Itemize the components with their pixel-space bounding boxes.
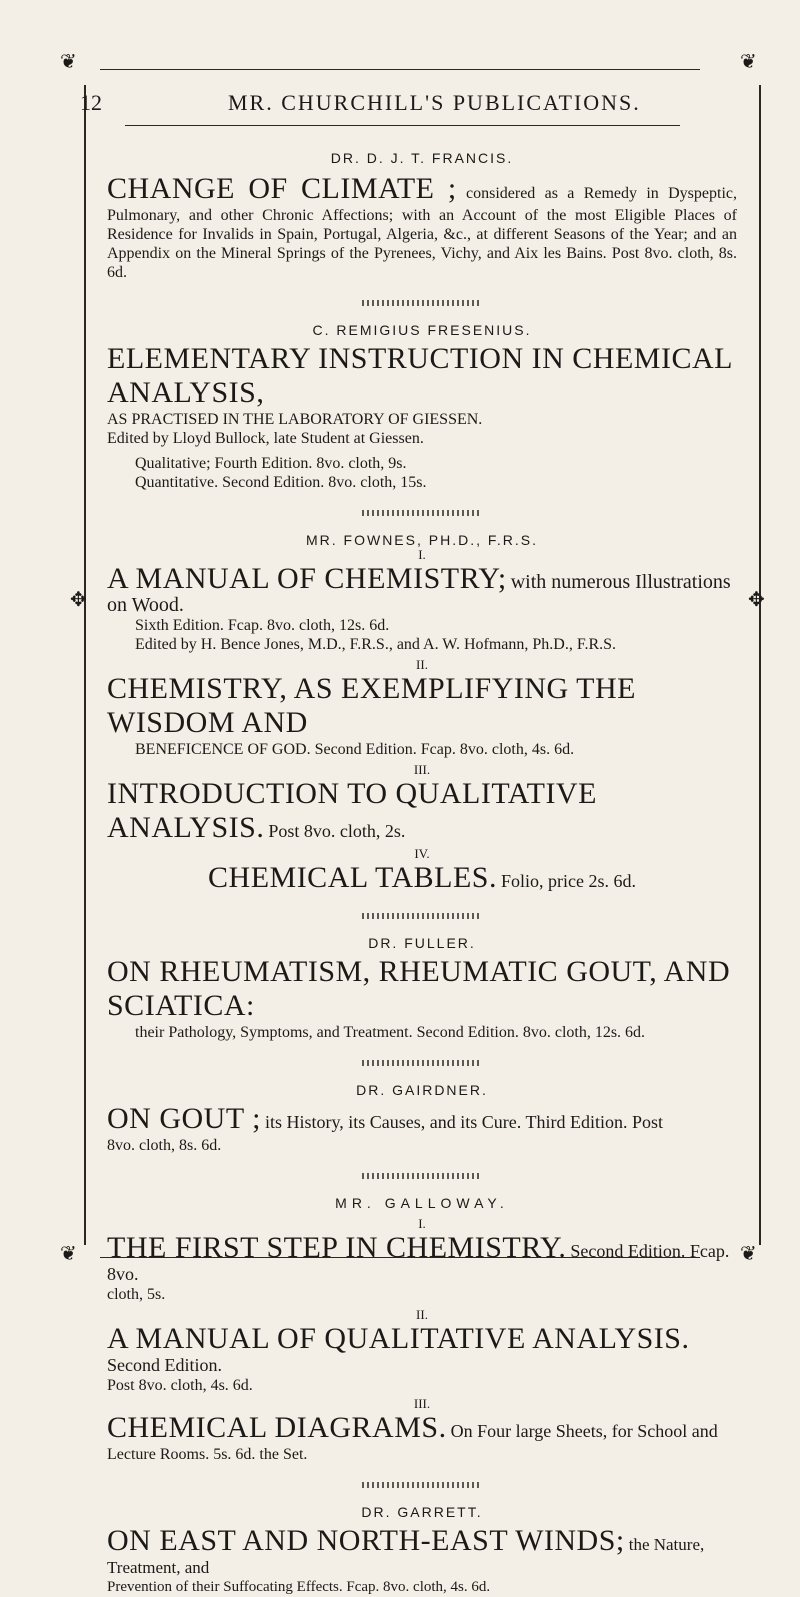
- catalogue-entry: [107, 1411, 737, 1464]
- section-divider: [362, 300, 482, 306]
- catalogue-entry: [107, 777, 737, 845]
- right-border-line: [759, 85, 761, 1245]
- entry-edition: Quantitative. Second Edition. 8vo. cloth, 15s.: [135, 474, 427, 491]
- entry-description: BENEFICENCE OF GOD. Second Edition. Fcap. 8vo. cloth, 4s. 6d.: [135, 741, 575, 758]
- entry-description: the Nature, Treatment, and: [107, 1535, 705, 1577]
- section-divider: [362, 1173, 482, 1179]
- section-divider: [362, 510, 482, 516]
- running-title: MR. CHURCHILL'S PUBLICATIONS.: [228, 90, 641, 115]
- author-heading: DR. GARRETT.: [361, 1504, 483, 1520]
- entry-description: Second Edition. Fcap. 8vo.: [107, 1241, 730, 1284]
- corner-ornament-icon: ❦: [740, 51, 757, 73]
- entry-description: Folio, price 2s. 6d.: [500, 871, 636, 891]
- entry-description: Second Edition.: [107, 1355, 222, 1375]
- volume-number: I.: [418, 1216, 426, 1231]
- catalogue-entry: [107, 172, 737, 282]
- entry-edition: Sixth Edition. Fcap. 8vo. cloth, 12s. 6d.: [135, 617, 390, 634]
- entry-title: A MANUAL OF QUALITATIVE ANALYSIS.: [107, 1322, 690, 1355]
- volume-number: III.: [413, 762, 431, 777]
- entry-description: On Four large Sheets, for School and: [450, 1421, 718, 1441]
- entry-title: CHEMISTRY, AS EXEMPLIFYING THE WISDOM AND: [107, 672, 636, 739]
- entry-subtitle: AS PRACTISED IN THE LABORATORY OF GIESSEN.: [107, 411, 483, 428]
- entry-edition: cloth, 5s.: [107, 1286, 166, 1303]
- catalogue-entry: [107, 1231, 737, 1304]
- entry-title: CHANGE OF CLIMATE ;: [107, 172, 457, 205]
- author-heading: MR. GALLOWAY.: [335, 1195, 509, 1211]
- entry-description: considered as a Remedy in Dyspeptic, Pulmonary, and other Chronic Affections; with an Account of the most Eligible Places of Residence for Invalids in Spain, Portugal, Algeria, &c., at different Seasons of the Year; and an Appendix on the Mineral Springs of the Pyrenees, Vichy, and Aix les Bains. Post 8vo. cloth, 8s. 6d.: [107, 185, 737, 281]
- entry-edition: Prevention of their Suffocating Effects. Fcap. 8vo. cloth, 4s. 6d.: [107, 1579, 491, 1595]
- catalogue-entry: [107, 1102, 737, 1155]
- corner-ornament-icon: ❦: [740, 1243, 757, 1265]
- entry-edition: Post 8vo. cloth, 4s. 6d.: [107, 1377, 253, 1394]
- section-divider: [362, 913, 482, 919]
- catalogue-content: [107, 150, 737, 1597]
- catalogue-entry: [107, 955, 737, 1042]
- catalogue-entry: [107, 342, 737, 492]
- entry-title: INTRODUCTION TO QUALITATIVE ANALYSIS.: [107, 777, 597, 844]
- catalogue-entry: [107, 1524, 737, 1597]
- entry-title: ELEMENTARY INSTRUCTION IN CHEMICAL ANALYSIS,: [107, 342, 732, 409]
- author-heading: DR. D. J. T. FRANCIS.: [330, 150, 514, 166]
- catalogue-entry: [107, 562, 737, 654]
- entry-title: ON RHEUMATISM, RHEUMATIC GOUT, AND SCIATICA:: [107, 955, 731, 1022]
- entry-edition: 8vo. cloth, 8s. 6d.: [107, 1137, 222, 1154]
- page-number: 12: [80, 90, 102, 115]
- entry-editor: Edited by H. Bence Jones, M.D., F.R.S., and A. W. Hofmann, Ph.D., F.R.S.: [135, 636, 617, 653]
- entry-title: CHEMICAL TABLES.: [208, 861, 497, 894]
- entry-edition: Lecture Rooms. 5s. 6d. the Set.: [107, 1446, 308, 1463]
- top-border-rule: [100, 69, 700, 70]
- author-heading: MR. FOWNES, PH.D., F.R.S.: [305, 532, 538, 548]
- corner-ornament-icon: ❦: [60, 51, 77, 73]
- author-heading: DR. FULLER.: [368, 935, 476, 951]
- entry-edition: Qualitative; Fourth Edition. 8vo. cloth, 9s.: [135, 455, 407, 472]
- corner-ornament-icon: ❦: [60, 1243, 77, 1265]
- header-underline: [125, 125, 680, 126]
- entry-description: their Pathology, Symptoms, and Treatment. Second Edition. 8vo. cloth, 12s. 6d.: [135, 1024, 646, 1041]
- volume-number: I.: [418, 547, 426, 562]
- side-ornament-icon: ✥: [748, 589, 765, 611]
- catalogue-entry: [107, 672, 737, 759]
- side-ornament-icon: ✥: [70, 589, 87, 611]
- entry-description: its History, its Causes, and its Cure. Third Edition. Post: [264, 1112, 663, 1132]
- entry-title: A MANUAL OF CHEMISTRY;: [107, 562, 507, 595]
- entry-description: Post 8vo. cloth, 2s.: [268, 821, 406, 841]
- section-divider: [362, 1482, 482, 1488]
- author-heading: C. REMIGIUS FRESENIUS.: [312, 322, 532, 338]
- entry-title: ON EAST AND NORTH-EAST WINDS;: [107, 1524, 625, 1557]
- volume-number: II.: [416, 1307, 428, 1322]
- volume-number: IV.: [414, 846, 430, 861]
- entry-editor: Edited by Lloyd Bullock, late Student at Giessen.: [107, 430, 424, 447]
- left-border-line: [84, 85, 86, 1245]
- entry-description: with numerous Illustrations on Wood.: [107, 571, 731, 616]
- catalogue-entry: [107, 1322, 737, 1395]
- entry-title: ON GOUT ;: [107, 1102, 261, 1135]
- volume-number: III.: [413, 1396, 431, 1411]
- entry-title: THE FIRST STEP IN CHEMISTRY.: [107, 1231, 567, 1264]
- entry-title: CHEMICAL DIAGRAMS.: [107, 1411, 447, 1444]
- catalogue-entry: [107, 861, 737, 895]
- section-divider: [362, 1060, 482, 1066]
- volume-number: II.: [416, 657, 428, 672]
- author-heading: DR. GAIRDNER.: [356, 1082, 488, 1098]
